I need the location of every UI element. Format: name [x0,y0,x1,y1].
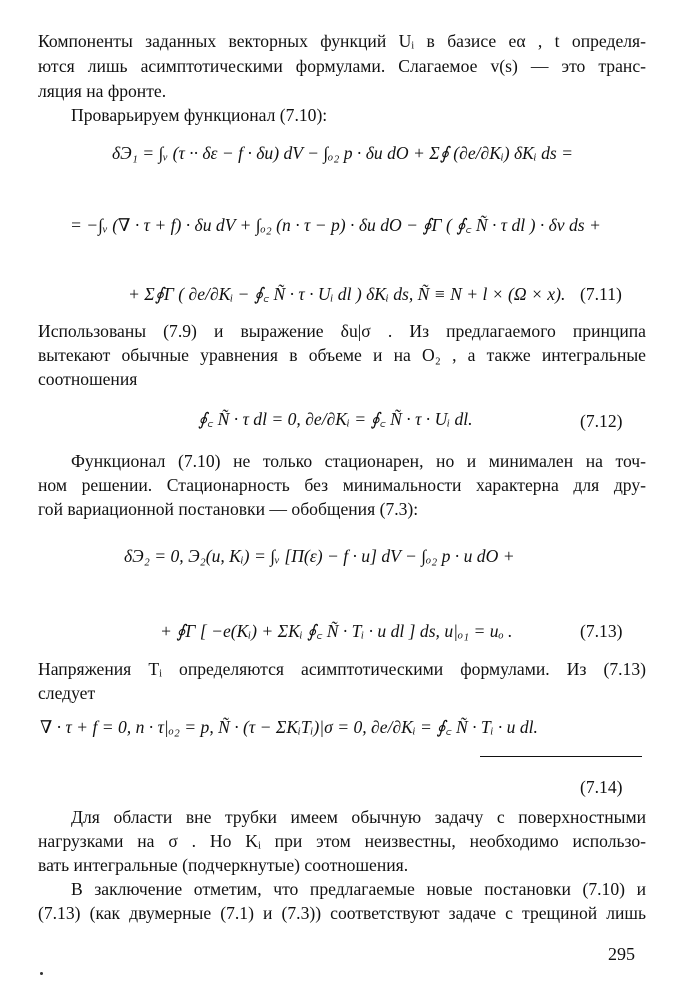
text-line: Функционал (7.10) не только стационарен, но и минимален на точ- [71,451,646,471]
text-line: соотношения [38,369,138,389]
text-line: вытекают обычные уравнения в объеме и на O₂ , а также интегральные [38,345,646,365]
text-line: вать интегральные (подчеркнутые) соотношения. [38,855,409,875]
equation-number: (7.14) [580,777,623,797]
equation: + ∮Γ [ −e(Kᵢ) + ΣKᵢ ∮꜀ Ñ · Tᵢ · u dl ] ds, u|ₒ₁ = uₒ . [160,621,513,641]
equation: + Σ∮Γ ( ∂e/∂Kᵢ − ∮꜀ Ñ · τ · Uᵢ dl ) δKᵢ ds, Ñ ≡ N + l × (Ω × x). [128,284,566,304]
page-number: 295 [608,944,635,964]
underline [480,756,642,757]
text-line: ном решении. Стационарность без минимальности характерна для дру- [38,475,646,495]
equation: = −∫ᵥ (∇ · τ + f) · δu dV + ∫ₒ₂ (n · τ − p) · δu dO − ∮Γ ( ∮꜀ Ñ · τ dl ) · δv ds + [70,215,601,235]
equation-number: (7.12) [580,411,623,431]
text-line: Напряжения Tᵢ определяются асимптотическими формулами. Из (7.13) [38,659,646,679]
text-line: ляция на фронте. [38,81,167,101]
text-line: гой вариационной постановки — обобщения (7.3): [38,499,419,519]
text-line: Проварьируем функционал (7.10): [71,105,328,125]
print-speck [40,972,43,975]
text-line: (7.13) (как двумерные (7.1) и (7.3)) соответствуют задаче с трещиной лишь [38,903,646,923]
text-line: Компоненты заданных векторных функций Uᵢ в базисе eα , t определя- [38,31,646,51]
text-line: следует [38,683,96,703]
equation: δЭ₂ = 0, Э₂(u, Kᵢ) = ∫ᵥ [Π(ε) − f · u] dV − ∫ₒ₂ p · u dO + [124,546,515,566]
equation: ∮꜀ Ñ · τ dl = 0, ∂e/∂Kᵢ = ∮꜀ Ñ · τ · Uᵢ dl. [198,409,473,429]
equation: ∇ · τ + f = 0, n · τ|ₒ₂ = p, Ñ · (τ − ΣKᵢTᵢ)|σ = 0, ∂e/∂Kᵢ = ∮꜀ Ñ · Tᵢ · u dl. [40,717,538,737]
text-line: нагрузками на σ . Но Kᵢ при этом неизвестны, необходимо использо- [38,831,646,851]
text-line: ются лишь асимптотическими формулами. Слагаемое v(s) — это транс- [38,56,646,76]
text-line: Для области вне трубки имеем обычную задачу с поверхностными [71,807,646,827]
equation-number: (7.13) [580,621,623,641]
text-line: В заключение отметим, что предлагаемые новые постановки (7.10) и [71,879,646,899]
equation-number: (7.11) [580,284,622,304]
text-line: Использованы (7.9) и выражение δu|σ . Из предлагаемого принципа [38,321,646,341]
equation: δЭ₁ = ∫ᵥ (τ ·· δε − f · δu) dV − ∫ₒ₂ p · δu dO + Σ∮ (∂e/∂Kᵢ) δKᵢ ds = [112,143,574,163]
